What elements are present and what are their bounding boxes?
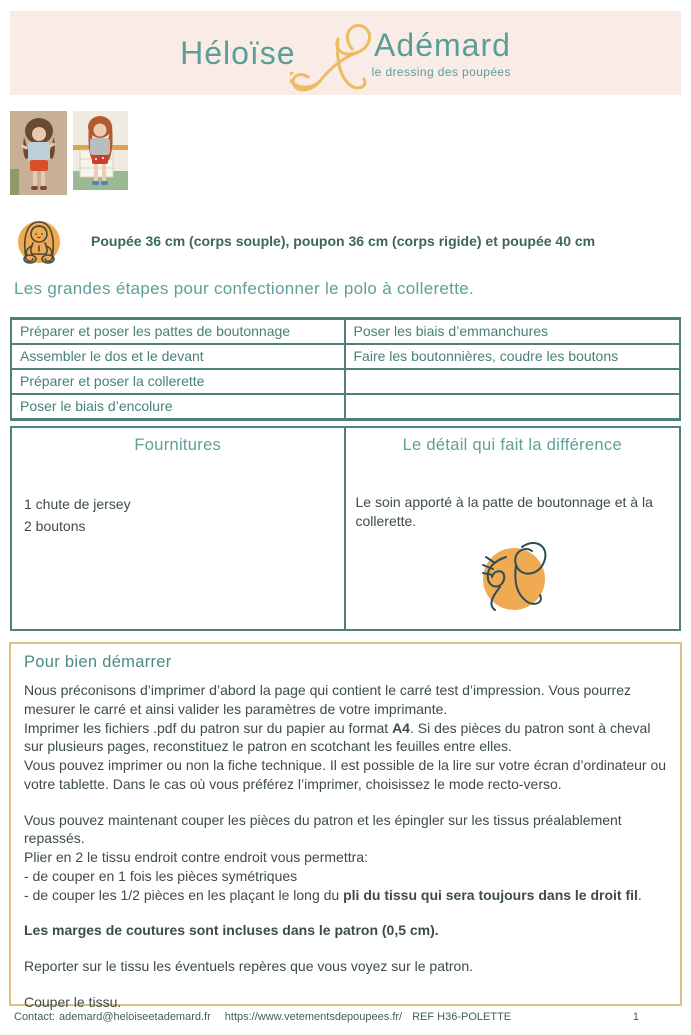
supplies-item: 2 boutons bbox=[24, 518, 86, 535]
step-cell: Faire les boutonnières, coudre les boutons bbox=[353, 348, 619, 364]
text-run: pli du tissu qui sera toujours dans le droit fil bbox=[343, 886, 638, 903]
brand-tagline: le dressing des poupées bbox=[371, 65, 511, 79]
page-footer bbox=[14, 1011, 691, 1023]
text-run: Reporter sur le tissu les éventuels repères que vous voyez sur le patron. bbox=[24, 958, 474, 974]
section-heading: Les grandes étapes pour confectionner le polo à collerette. bbox=[14, 279, 474, 298]
doll-icon bbox=[15, 213, 63, 269]
step-cell bbox=[346, 395, 680, 418]
detail-text: Le soin apporté à la patte de boutonnage et à la collerette. bbox=[355, 494, 653, 529]
text-run: Les marges de coutures sont incluses dans le patron (0,5 cm). bbox=[24, 922, 439, 939]
text-run: A4 bbox=[392, 719, 410, 736]
paragraph bbox=[24, 886, 667, 905]
paragraph bbox=[24, 993, 667, 1012]
text-run: - de couper en 1 fois les pièces symétriques bbox=[24, 867, 298, 884]
hand-icon-wrap bbox=[356, 535, 670, 621]
text-run: . Si des pièces du patron sont à cheval sur plusieurs pages, reconstituez le patron en scotchant les feuilles entre elles. bbox=[24, 719, 651, 755]
table-row bbox=[12, 368, 679, 393]
detail-title: Le détail qui fait la différence bbox=[402, 436, 622, 454]
paragraph bbox=[24, 811, 667, 849]
getting-started-title: Pour bien démarrer bbox=[24, 653, 172, 671]
step-cell: Poser le biais d’encolure bbox=[12, 395, 346, 418]
paragraph bbox=[24, 681, 667, 719]
paragraph bbox=[24, 756, 667, 794]
contact-label: Contact: bbox=[14, 1011, 55, 1023]
supplies-list bbox=[22, 493, 334, 538]
paragraph bbox=[24, 957, 667, 976]
size-line: Poupée 36 cm (corps souple), poupon 36 cm (corps rigide) et poupée 40 cm bbox=[91, 233, 596, 249]
contact-email-link[interactable]: ademard@heloiseetademard.fr bbox=[58, 1011, 211, 1023]
text-run: . bbox=[637, 886, 642, 903]
table-row bbox=[12, 343, 679, 368]
brand-second-name: Adémard bbox=[374, 27, 511, 63]
brand-first-name: Héloïse bbox=[180, 34, 296, 71]
table-row bbox=[12, 393, 679, 418]
reference-code: REF H36-POLETTE bbox=[412, 1011, 512, 1023]
step-cell: Assembler le dos et le devant bbox=[12, 345, 346, 368]
detail-panel bbox=[346, 428, 680, 629]
supplies-panel bbox=[12, 428, 346, 629]
page-number: 1 bbox=[632, 1011, 639, 1023]
text-run: Nous préconisons d’imprimer d’abord la page qui contient le carré test d’impression. Vous pourrez mesurer le carré et ainsi valider les paramètres de votre imprimante. bbox=[24, 682, 631, 717]
paragraph bbox=[24, 867, 667, 886]
steps-table bbox=[10, 317, 681, 421]
supplies-title: Fournitures bbox=[134, 436, 222, 454]
size-info-row bbox=[15, 213, 595, 269]
paragraph bbox=[24, 921, 667, 940]
supplies-item: 1 chute de jersey bbox=[24, 496, 131, 512]
step-cell: Préparer et poser les pattes de boutonnage bbox=[12, 320, 346, 343]
step-cell bbox=[346, 370, 680, 393]
text-run: Vous pouvez maintenant couper les pièces du patron et les épingler sur les tissus préalablement repassés. bbox=[24, 811, 622, 847]
step-cell: Poser les biais d’emmanchures bbox=[353, 323, 549, 339]
step-cell: Préparer et poser la collerette bbox=[12, 370, 346, 393]
text-run: Vous pouvez imprimer ou non la fiche technique. Il est possible de la lire sur votre écran d’ordinateur ou votre tablette. Dans le cas où vous préférez l’imprimer, choisissez le mode recto-verso. bbox=[24, 757, 667, 792]
website-link[interactable]: https://www.vetementsdepoupees.fr/ bbox=[224, 1011, 403, 1023]
paragraph bbox=[24, 848, 667, 867]
doll-photo-1 bbox=[10, 111, 67, 195]
header-banner bbox=[10, 11, 681, 95]
text-run: Plier en 2 le tissu endroit contre endroit vous permettra: bbox=[24, 849, 368, 865]
text-run: Couper le tissu. bbox=[24, 993, 122, 1010]
doll-photos bbox=[10, 111, 128, 195]
getting-started-panel bbox=[9, 642, 682, 1010]
brand-logo bbox=[180, 13, 511, 93]
hand-sewing-icon bbox=[464, 535, 560, 621]
doll-photo-2 bbox=[73, 111, 128, 190]
script-ampersand-icon bbox=[290, 19, 382, 99]
table-row bbox=[12, 320, 679, 343]
getting-started-text bbox=[24, 681, 667, 1012]
text-run: Imprimer les fichiers .pdf du patron sur du papier au format bbox=[24, 719, 393, 736]
paragraph bbox=[24, 719, 667, 757]
text-run: - de couper les 1/2 pièces en les plaçant le long du bbox=[24, 886, 344, 903]
info-box bbox=[10, 426, 681, 631]
